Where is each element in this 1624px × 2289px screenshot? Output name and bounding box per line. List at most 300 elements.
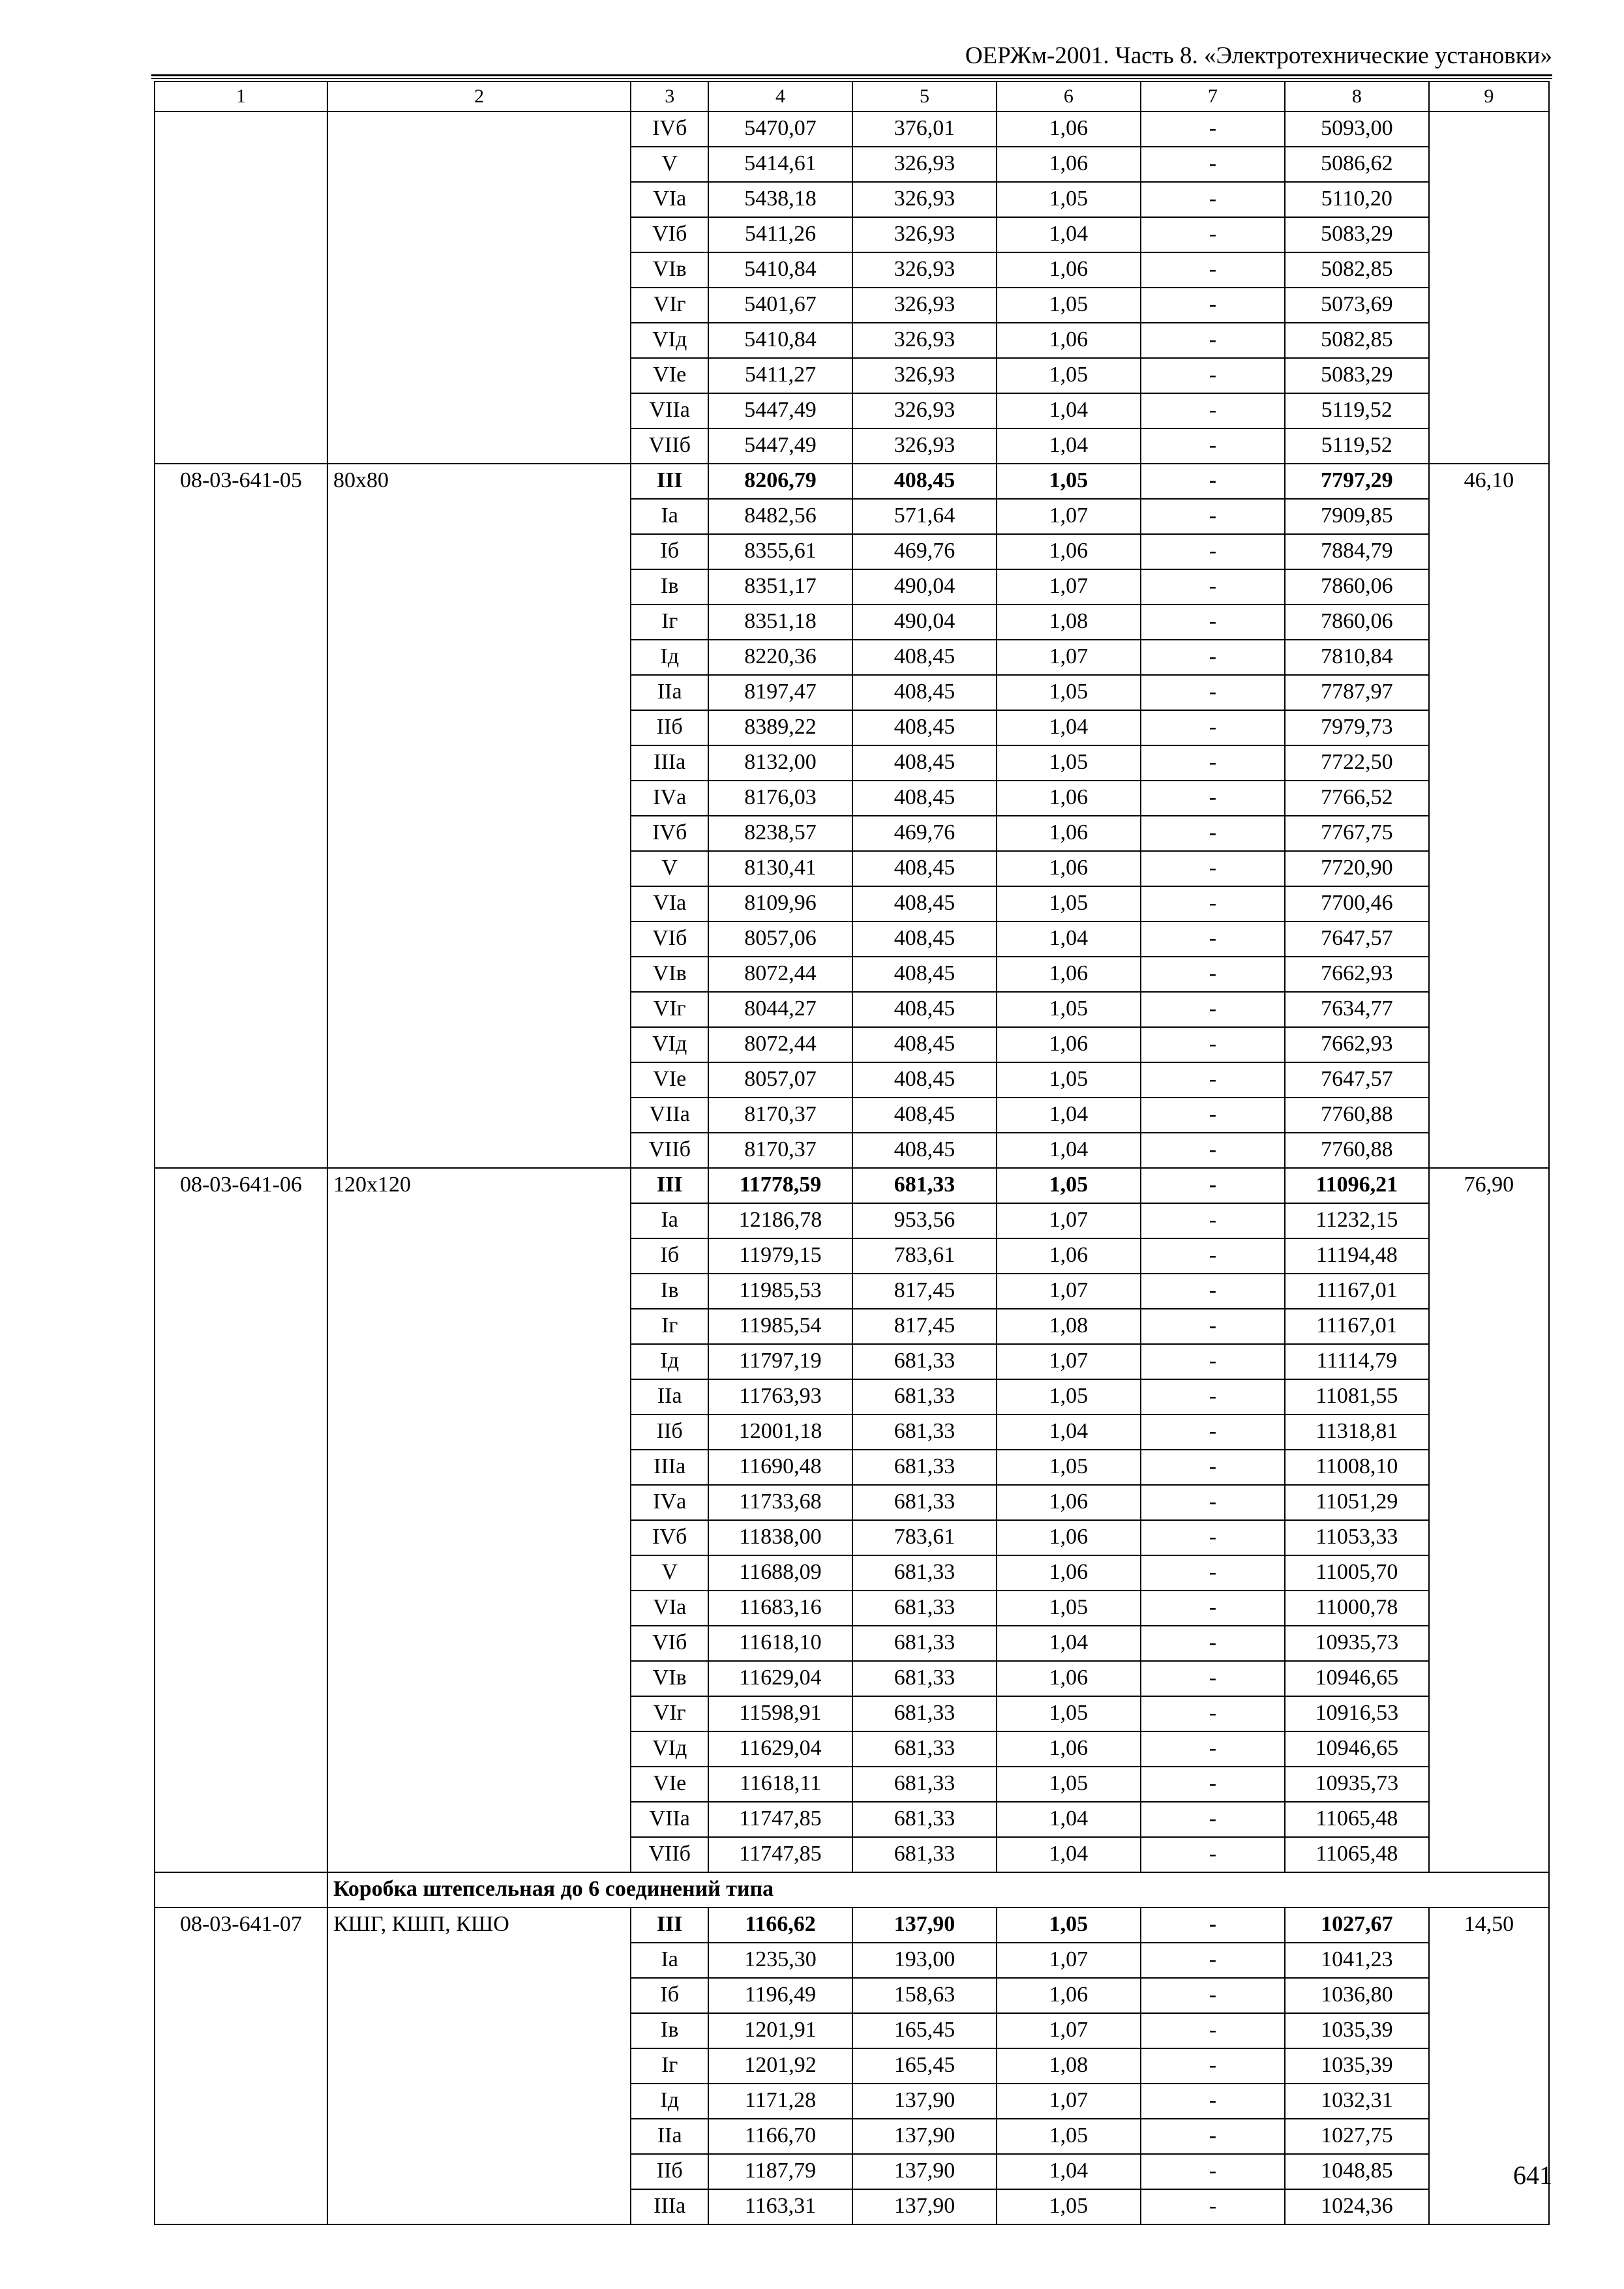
column-header: 5 — [852, 82, 997, 112]
machines-cell: - — [1141, 2013, 1285, 2048]
zone-cell: Iг — [631, 1309, 708, 1344]
wages-cell: 193,00 — [852, 1943, 997, 1978]
materials-cell: 5086,62 — [1285, 147, 1429, 182]
wages-cell: 469,76 — [852, 534, 997, 569]
total-cost-cell: 5410,84 — [708, 323, 852, 358]
total-cost-cell: 11618,11 — [708, 1767, 852, 1802]
coefficient-cell: 1,05 — [997, 992, 1141, 1027]
coefficient-cell: 1,05 — [997, 2189, 1141, 2224]
wages-cell: 681,33 — [852, 1485, 997, 1520]
coefficient-cell: 1,08 — [997, 605, 1141, 640]
rate-description — [327, 112, 631, 464]
total-cost-cell: 1201,92 — [708, 2048, 852, 2084]
zone-cell: VIд — [631, 1027, 708, 1062]
materials-cell: 10935,73 — [1285, 1626, 1429, 1661]
zone-cell: VIа — [631, 886, 708, 921]
rate-description: 80x80 — [327, 464, 631, 1168]
rate-description: 120x120 — [327, 1168, 631, 1872]
wages-cell: 326,93 — [852, 147, 997, 182]
zone-cell: IVб — [631, 1520, 708, 1555]
total-cost-cell: 11778,59 — [708, 1168, 852, 1203]
materials-cell: 10946,65 — [1285, 1661, 1429, 1696]
materials-cell: 5083,29 — [1285, 217, 1429, 252]
coefficient-cell: 1,07 — [997, 2084, 1141, 2119]
total-cost-cell: 1187,79 — [708, 2154, 852, 2189]
machines-cell: - — [1141, 534, 1285, 569]
wages-cell: 326,93 — [852, 393, 997, 428]
zone-cell: IIа — [631, 1379, 708, 1414]
machines-cell: - — [1141, 2048, 1285, 2084]
total-cost-cell: 11979,15 — [708, 1238, 852, 1274]
total-cost-cell: 11629,04 — [708, 1661, 852, 1696]
total-cost-cell: 12186,78 — [708, 1203, 852, 1238]
materials-cell: 10935,73 — [1285, 1767, 1429, 1802]
wages-cell: 326,93 — [852, 323, 997, 358]
wages-cell: 408,45 — [852, 640, 997, 675]
wages-cell: 408,45 — [852, 1062, 997, 1098]
total-cost-cell: 5447,49 — [708, 393, 852, 428]
coefficient-cell: 1,06 — [997, 1731, 1141, 1767]
machines-cell: - — [1141, 1414, 1285, 1450]
total-cost-cell: 8351,18 — [708, 605, 852, 640]
wages-cell: 681,33 — [852, 1168, 997, 1203]
zone-cell: Iа — [631, 1943, 708, 1978]
wages-cell: 681,33 — [852, 1414, 997, 1450]
total-cost-cell: 5470,07 — [708, 112, 852, 147]
total-cost-cell: 11747,85 — [708, 1837, 852, 1872]
rates-table-body — [155, 82, 1549, 2224]
coefficient-cell: 1,05 — [997, 358, 1141, 393]
zone-cell: Iг — [631, 2048, 708, 2084]
zone-cell: IIб — [631, 710, 708, 745]
total-cost-cell: 8130,41 — [708, 851, 852, 886]
zone-cell: VIв — [631, 957, 708, 992]
zone-cell: IVб — [631, 816, 708, 851]
zone-cell: Iд — [631, 1344, 708, 1379]
zone-cell: VIIа — [631, 1802, 708, 1837]
zone-cell: VIд — [631, 1731, 708, 1767]
coefficient-cell: 1,06 — [997, 1027, 1141, 1062]
coefficient-cell: 1,06 — [997, 147, 1141, 182]
coefficient-cell: 1,04 — [997, 1133, 1141, 1168]
materials-cell: 7647,57 — [1285, 1062, 1429, 1098]
machines-cell: - — [1141, 992, 1285, 1027]
zone-cell: IIIа — [631, 745, 708, 781]
machines-cell: - — [1141, 1203, 1285, 1238]
coefficient-cell: 1,05 — [997, 1379, 1141, 1414]
machines-cell: - — [1141, 1908, 1285, 1943]
wages-cell: 408,45 — [852, 710, 997, 745]
machines-cell: - — [1141, 1696, 1285, 1731]
materials-cell: 7860,06 — [1285, 605, 1429, 640]
materials-cell: 1027,67 — [1285, 1908, 1429, 1943]
materials-cell: 11167,01 — [1285, 1274, 1429, 1309]
machines-cell: - — [1141, 252, 1285, 288]
materials-cell: 11194,48 — [1285, 1238, 1429, 1274]
zone-cell: VIг — [631, 992, 708, 1027]
zone-cell: IIб — [631, 1414, 708, 1450]
column-header: 8 — [1285, 82, 1429, 112]
wages-cell: 408,45 — [852, 1027, 997, 1062]
materials-cell: 7760,88 — [1285, 1133, 1429, 1168]
machines-cell: - — [1141, 393, 1285, 428]
labor-cost-cell: 46,10 — [1429, 464, 1549, 1168]
materials-cell: 7766,52 — [1285, 781, 1429, 816]
labor-cost-cell: 14,50 — [1429, 1908, 1549, 2224]
materials-cell: 5119,52 — [1285, 428, 1429, 464]
coefficient-cell: 1,05 — [997, 1767, 1141, 1802]
page-number: 641 — [1513, 2161, 1552, 2190]
materials-cell: 10916,53 — [1285, 1696, 1429, 1731]
machines-cell: - — [1141, 851, 1285, 886]
machines-cell: - — [1141, 1978, 1285, 2013]
total-cost-cell: 8109,96 — [708, 886, 852, 921]
materials-cell: 7662,93 — [1285, 957, 1429, 992]
total-cost-cell: 1196,49 — [708, 1978, 852, 2013]
zone-cell: Iв — [631, 2013, 708, 2048]
wages-cell: 681,33 — [852, 1837, 997, 1872]
machines-cell: - — [1141, 217, 1285, 252]
coefficient-cell: 1,04 — [997, 921, 1141, 957]
section-title: Коробка штепсельная до 6 соединений типа — [327, 1872, 1549, 1908]
wages-cell: 165,45 — [852, 2013, 997, 2048]
total-cost-cell: 11747,85 — [708, 1802, 852, 1837]
zone-cell: VIIа — [631, 1098, 708, 1133]
wages-cell: 326,93 — [852, 252, 997, 288]
total-cost-cell: 8072,44 — [708, 1027, 852, 1062]
total-cost-cell: 11763,93 — [708, 1379, 852, 1414]
coefficient-cell: 1,06 — [997, 534, 1141, 569]
column-header: 3 — [631, 82, 708, 112]
wages-cell: 490,04 — [852, 605, 997, 640]
zone-cell: IIа — [631, 2119, 708, 2154]
coefficient-cell: 1,05 — [997, 1168, 1141, 1203]
total-cost-cell: 8482,56 — [708, 499, 852, 534]
materials-cell: 1048,85 — [1285, 2154, 1429, 2189]
zone-cell: VIе — [631, 1062, 708, 1098]
materials-cell: 5082,85 — [1285, 323, 1429, 358]
coefficient-cell: 1,08 — [997, 1309, 1141, 1344]
zone-cell: V — [631, 147, 708, 182]
total-cost-cell: 8197,47 — [708, 675, 852, 710]
table-row — [155, 464, 1549, 499]
wages-cell: 408,45 — [852, 851, 997, 886]
total-cost-cell: 8057,06 — [708, 921, 852, 957]
section-title-spacer — [155, 1872, 327, 1908]
total-cost-cell: 5447,49 — [708, 428, 852, 464]
total-cost-cell: 8072,44 — [708, 957, 852, 992]
zone-cell: IVа — [631, 1485, 708, 1520]
zone-cell: VIг — [631, 288, 708, 323]
machines-cell: - — [1141, 1731, 1285, 1767]
total-cost-cell: 11598,91 — [708, 1696, 852, 1731]
wages-cell: 681,33 — [852, 1696, 997, 1731]
rate-code: 08-03-641-06 — [155, 1168, 327, 1872]
materials-cell: 7810,84 — [1285, 640, 1429, 675]
zone-cell: VIа — [631, 1591, 708, 1626]
wages-cell: 783,61 — [852, 1520, 997, 1555]
coefficient-cell: 1,04 — [997, 217, 1141, 252]
coefficient-cell: 1,07 — [997, 2013, 1141, 2048]
zone-cell: Iа — [631, 1203, 708, 1238]
machines-cell: - — [1141, 957, 1285, 992]
column-number-row — [155, 82, 1549, 112]
rate-code: 08-03-641-07 — [155, 1908, 327, 2224]
zone-cell: Iв — [631, 569, 708, 605]
materials-cell: 5082,85 — [1285, 252, 1429, 288]
wages-cell: 408,45 — [852, 992, 997, 1027]
materials-cell: 7760,88 — [1285, 1098, 1429, 1133]
zone-cell: IIIа — [631, 2189, 708, 2224]
table-row — [155, 1168, 1549, 1203]
materials-cell: 11065,48 — [1285, 1837, 1429, 1872]
total-cost-cell: 8238,57 — [708, 816, 852, 851]
zone-cell: VIIб — [631, 1837, 708, 1872]
machines-cell: - — [1141, 1626, 1285, 1661]
total-cost-cell: 8132,00 — [708, 745, 852, 781]
rates-table — [154, 81, 1550, 2225]
total-cost-cell: 11985,54 — [708, 1309, 852, 1344]
materials-cell: 11053,33 — [1285, 1520, 1429, 1555]
wages-cell: 469,76 — [852, 816, 997, 851]
zone-cell: III — [631, 1908, 708, 1943]
zone-cell: VIд — [631, 323, 708, 358]
wages-cell: 408,45 — [852, 781, 997, 816]
machines-cell: - — [1141, 1767, 1285, 1802]
total-cost-cell: 8170,37 — [708, 1098, 852, 1133]
wages-cell: 681,33 — [852, 1379, 997, 1414]
wages-cell: 326,93 — [852, 288, 997, 323]
coefficient-cell: 1,04 — [997, 393, 1141, 428]
materials-cell: 7797,29 — [1285, 464, 1429, 499]
zone-cell: Iа — [631, 499, 708, 534]
materials-cell: 10946,65 — [1285, 1731, 1429, 1767]
total-cost-cell: 8057,07 — [708, 1062, 852, 1098]
machines-cell: - — [1141, 745, 1285, 781]
wages-cell: 137,90 — [852, 2119, 997, 2154]
column-header: 7 — [1141, 82, 1285, 112]
machines-cell: - — [1141, 1344, 1285, 1379]
wages-cell: 571,64 — [852, 499, 997, 534]
coefficient-cell: 1,07 — [997, 499, 1141, 534]
total-cost-cell: 11690,48 — [708, 1450, 852, 1485]
machines-cell: - — [1141, 464, 1285, 499]
wages-cell: 953,56 — [852, 1203, 997, 1238]
coefficient-cell: 1,05 — [997, 745, 1141, 781]
machines-cell: - — [1141, 112, 1285, 147]
wages-cell: 326,93 — [852, 217, 997, 252]
materials-cell: 1024,36 — [1285, 2189, 1429, 2224]
materials-cell: 7860,06 — [1285, 569, 1429, 605]
zone-cell: IVб — [631, 112, 708, 147]
coefficient-cell: 1,04 — [997, 1098, 1141, 1133]
wages-cell: 326,93 — [852, 428, 997, 464]
coefficient-cell: 1,07 — [997, 569, 1141, 605]
machines-cell: - — [1141, 1133, 1285, 1168]
coefficient-cell: 1,05 — [997, 1908, 1141, 1943]
wages-cell: 681,33 — [852, 1591, 997, 1626]
total-cost-cell: 8176,03 — [708, 781, 852, 816]
machines-cell: - — [1141, 1168, 1285, 1203]
materials-cell: 7767,75 — [1285, 816, 1429, 851]
machines-cell: - — [1141, 323, 1285, 358]
zone-cell: III — [631, 1168, 708, 1203]
wages-cell: 137,90 — [852, 2154, 997, 2189]
wages-cell: 681,33 — [852, 1802, 997, 1837]
coefficient-cell: 1,06 — [997, 851, 1141, 886]
wages-cell: 681,33 — [852, 1661, 997, 1696]
coefficient-cell: 1,04 — [997, 2154, 1141, 2189]
materials-cell: 7979,73 — [1285, 710, 1429, 745]
total-cost-cell: 11797,19 — [708, 1344, 852, 1379]
total-cost-cell: 5438,18 — [708, 182, 852, 217]
rate-code — [155, 112, 327, 464]
zone-cell: VIIб — [631, 428, 708, 464]
coefficient-cell: 1,04 — [997, 1802, 1141, 1837]
coefficient-cell: 1,06 — [997, 1978, 1141, 2013]
total-cost-cell: 8389,22 — [708, 710, 852, 745]
materials-cell: 1041,23 — [1285, 1943, 1429, 1978]
wages-cell: 165,45 — [852, 2048, 997, 2084]
wages-cell: 408,45 — [852, 1133, 997, 1168]
materials-cell: 7884,79 — [1285, 534, 1429, 569]
wages-cell: 137,90 — [852, 2084, 997, 2119]
coefficient-cell: 1,05 — [997, 886, 1141, 921]
materials-cell: 5093,00 — [1285, 112, 1429, 147]
machines-cell: - — [1141, 1520, 1285, 1555]
materials-cell: 11167,01 — [1285, 1309, 1429, 1344]
labor-cost-cell — [1429, 112, 1549, 464]
wages-cell: 681,33 — [852, 1555, 997, 1591]
machines-cell: - — [1141, 1274, 1285, 1309]
coefficient-cell: 1,04 — [997, 710, 1141, 745]
header-rule-thin — [151, 78, 1552, 79]
total-cost-cell: 8044,27 — [708, 992, 852, 1027]
machines-cell: - — [1141, 182, 1285, 217]
machines-cell: - — [1141, 886, 1285, 921]
total-cost-cell: 8206,79 — [708, 464, 852, 499]
machines-cell: - — [1141, 288, 1285, 323]
coefficient-cell: 1,06 — [997, 112, 1141, 147]
total-cost-cell: 8355,61 — [708, 534, 852, 569]
coefficient-cell: 1,05 — [997, 1591, 1141, 1626]
materials-cell: 1035,39 — [1285, 2048, 1429, 2084]
materials-cell: 5083,29 — [1285, 358, 1429, 393]
wages-cell: 681,33 — [852, 1450, 997, 1485]
materials-cell: 7647,57 — [1285, 921, 1429, 957]
total-cost-cell: 11688,09 — [708, 1555, 852, 1591]
rate-code: 08-03-641-05 — [155, 464, 327, 1168]
zone-cell: IIIа — [631, 1450, 708, 1485]
total-cost-cell: 5411,26 — [708, 217, 852, 252]
zone-cell: Iв — [631, 1274, 708, 1309]
materials-cell: 7720,90 — [1285, 851, 1429, 886]
machines-cell: - — [1141, 2084, 1285, 2119]
column-header: 2 — [327, 82, 631, 112]
coefficient-cell: 1,07 — [997, 640, 1141, 675]
total-cost-cell: 5401,67 — [708, 288, 852, 323]
total-cost-cell: 1201,91 — [708, 2013, 852, 2048]
wages-cell: 681,33 — [852, 1626, 997, 1661]
column-header: 9 — [1429, 82, 1549, 112]
zone-cell: VIб — [631, 217, 708, 252]
coefficient-cell: 1,06 — [997, 781, 1141, 816]
coefficient-cell: 1,07 — [997, 1274, 1141, 1309]
machines-cell: - — [1141, 640, 1285, 675]
total-cost-cell: 8220,36 — [708, 640, 852, 675]
wages-cell: 817,45 — [852, 1309, 997, 1344]
machines-cell: - — [1141, 1379, 1285, 1414]
materials-cell: 11081,55 — [1285, 1379, 1429, 1414]
coefficient-cell: 1,04 — [997, 428, 1141, 464]
materials-cell: 7662,93 — [1285, 1027, 1429, 1062]
zone-cell: Iб — [631, 534, 708, 569]
column-header: 1 — [155, 82, 327, 112]
zone-cell: IIб — [631, 2154, 708, 2189]
zone-cell: Iд — [631, 2084, 708, 2119]
wages-cell: 783,61 — [852, 1238, 997, 1274]
materials-cell: 11232,15 — [1285, 1203, 1429, 1238]
wages-cell: 408,45 — [852, 1098, 997, 1133]
wages-cell: 408,45 — [852, 921, 997, 957]
header-rule-thick — [151, 74, 1552, 76]
machines-cell: - — [1141, 147, 1285, 182]
total-cost-cell: 1166,70 — [708, 2119, 852, 2154]
total-cost-cell: 1235,30 — [708, 1943, 852, 1978]
column-header: 4 — [708, 82, 852, 112]
machines-cell: - — [1141, 358, 1285, 393]
materials-cell: 7700,46 — [1285, 886, 1429, 921]
wages-cell: 681,33 — [852, 1767, 997, 1802]
coefficient-cell: 1,05 — [997, 1450, 1141, 1485]
total-cost-cell: 5414,61 — [708, 147, 852, 182]
coefficient-cell: 1,06 — [997, 1555, 1141, 1591]
wages-cell: 326,93 — [852, 358, 997, 393]
machines-cell: - — [1141, 1661, 1285, 1696]
rate-description: КШГ, КШП, КШО — [327, 1908, 631, 2224]
coefficient-cell: 1,04 — [997, 1414, 1141, 1450]
materials-cell: 7787,97 — [1285, 675, 1429, 710]
coefficient-cell: 1,05 — [997, 288, 1141, 323]
materials-cell: 11008,10 — [1285, 1450, 1429, 1485]
materials-cell: 11318,81 — [1285, 1414, 1429, 1450]
machines-cell: - — [1141, 1027, 1285, 1062]
coefficient-cell: 1,06 — [997, 957, 1141, 992]
coefficient-cell: 1,06 — [997, 1661, 1141, 1696]
zone-cell: V — [631, 1555, 708, 1591]
zone-cell: IIа — [631, 675, 708, 710]
coefficient-cell: 1,04 — [997, 1626, 1141, 1661]
machines-cell: - — [1141, 1591, 1285, 1626]
machines-cell: - — [1141, 1485, 1285, 1520]
machines-cell: - — [1141, 1802, 1285, 1837]
machines-cell: - — [1141, 1555, 1285, 1591]
materials-cell: 11005,70 — [1285, 1555, 1429, 1591]
total-cost-cell: 1166,62 — [708, 1908, 852, 1943]
wages-cell: 158,63 — [852, 1978, 997, 2013]
materials-cell: 1032,31 — [1285, 2084, 1429, 2119]
machines-cell: - — [1141, 2154, 1285, 2189]
page-header-title: ОЕРЖм-2001. Часть 8. «Электротехнические установки» — [965, 42, 1552, 69]
coefficient-cell: 1,05 — [997, 675, 1141, 710]
materials-cell: 5110,20 — [1285, 182, 1429, 217]
materials-cell: 11051,29 — [1285, 1485, 1429, 1520]
coefficient-cell: 1,05 — [997, 182, 1141, 217]
labor-cost-cell: 76,90 — [1429, 1168, 1549, 1872]
total-cost-cell: 5411,27 — [708, 358, 852, 393]
materials-cell: 1035,39 — [1285, 2013, 1429, 2048]
zone-cell: VIб — [631, 1626, 708, 1661]
